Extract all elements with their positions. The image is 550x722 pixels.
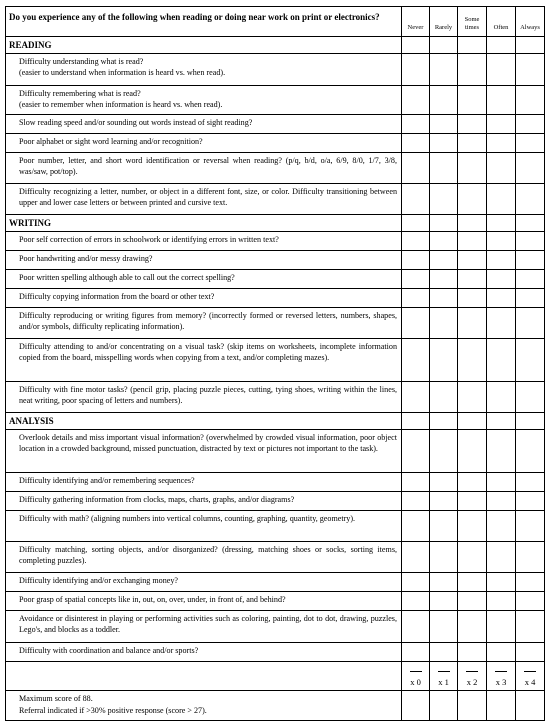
- answer-cell-often[interactable]: [487, 289, 516, 308]
- answer-cell-always[interactable]: [516, 339, 545, 382]
- answer-cell-often[interactable]: [487, 592, 516, 611]
- freq-always: Always: [516, 7, 545, 37]
- section-row-analysis: [6, 413, 545, 430]
- question-text: [6, 153, 402, 184]
- answer-cell-sometimes[interactable]: [458, 251, 487, 270]
- question-row: [6, 542, 545, 573]
- answer-cell-sometimes[interactable]: [458, 232, 487, 251]
- question-row: [6, 251, 545, 270]
- answer-cell-sometimes[interactable]: [458, 592, 487, 611]
- question-line: Difficulty copying information from the board or other text?: [19, 291, 215, 301]
- answer-cell-rarely[interactable]: [430, 308, 458, 339]
- question-row: [6, 115, 545, 134]
- question-row: [6, 573, 545, 592]
- answer-cell-often[interactable]: [487, 573, 516, 592]
- multiplier-label: x 1: [438, 677, 449, 687]
- question-row: [6, 492, 545, 511]
- header-question: Do you experience any of the following when reading or doing near work on print or electronics?: [6, 7, 402, 37]
- answer-cell-rarely[interactable]: [430, 115, 458, 134]
- answer-cell-always[interactable]: [516, 430, 545, 473]
- answer-cell-sometimes[interactable]: [458, 643, 487, 662]
- question-line: Difficulty reproducing or writing figures from memory? (incorrectly formed or reversed letters, numbers, shapes, and/or symbols, difficulty replicating information).: [19, 310, 397, 332]
- section-blank-cell: [458, 37, 487, 54]
- question-text: [6, 643, 402, 662]
- question-line: Poor written spelling although able to call out the correct spelling?: [19, 272, 235, 282]
- question-text: [6, 184, 402, 215]
- question-line: Difficulty gathering information from clocks, maps, charts, graphs, and/or diagrams?: [19, 494, 295, 504]
- question-text: [6, 289, 402, 308]
- answer-cell-never[interactable]: [402, 592, 430, 611]
- question-text: [6, 115, 402, 134]
- answer-cell-always[interactable]: [516, 115, 545, 134]
- section-blank-cell: [458, 215, 487, 232]
- multiplier-label: x 3: [495, 677, 507, 687]
- answer-cell-always[interactable]: [516, 492, 545, 511]
- total-cell[interactable]: [402, 691, 430, 721]
- answer-cell-rarely[interactable]: [430, 251, 458, 270]
- answer-cell-always[interactable]: [516, 473, 545, 492]
- answer-cell-never[interactable]: [402, 134, 430, 153]
- multiplier-cell: [487, 662, 516, 691]
- answer-cell-often[interactable]: [487, 492, 516, 511]
- multiplier-cell: [458, 662, 487, 691]
- answer-cell-rarely[interactable]: [430, 473, 458, 492]
- multiplier-blank: [6, 662, 402, 691]
- answer-cell-always[interactable]: [516, 511, 545, 542]
- answer-cell-sometimes[interactable]: [458, 511, 487, 542]
- answer-cell-never[interactable]: [402, 511, 430, 542]
- answer-cell-rarely[interactable]: [430, 270, 458, 289]
- answer-cell-often[interactable]: [487, 86, 516, 115]
- question-row: [6, 308, 545, 339]
- answer-cell-sometimes[interactable]: [458, 289, 487, 308]
- question-row: [6, 134, 545, 153]
- section-blank-cell: [516, 215, 545, 232]
- answer-cell-sometimes[interactable]: [458, 611, 487, 643]
- question-line: Poor number, letter, and short word identification or reversal when reading? (p/q, b/d, o/a, 6/9, 8/0, 1/7, 3/8, was/saw, pot/top).: [19, 155, 397, 177]
- answer-cell-rarely[interactable]: [430, 511, 458, 542]
- answer-cell-often[interactable]: [487, 339, 516, 382]
- answer-cell-often[interactable]: [487, 270, 516, 289]
- answer-cell-sometimes[interactable]: [458, 54, 487, 86]
- question-row: [6, 54, 545, 86]
- question-text: [6, 308, 402, 339]
- section-title: READING: [6, 37, 402, 54]
- question-line: Difficulty identifying and/or exchanging money?: [19, 575, 178, 585]
- multiplier-cell: [430, 662, 458, 691]
- answer-cell-often[interactable]: [487, 54, 516, 86]
- question-line: Difficulty with fine motor tasks? (pencil grip, placing puzzle pieces, cutting, tying shoes, writing within the lines, neat writing, poor spacing of letters and numbers).: [19, 384, 397, 406]
- answer-cell-often[interactable]: [487, 153, 516, 184]
- answer-cell-never[interactable]: [402, 430, 430, 473]
- section-blank-cell: [402, 413, 430, 430]
- multiplier-label: x 2: [466, 677, 478, 687]
- question-row: [6, 86, 545, 115]
- answer-cell-sometimes[interactable]: [458, 184, 487, 215]
- section-blank-cell: [487, 413, 516, 430]
- answer-cell-sometimes[interactable]: [458, 382, 487, 413]
- answer-cell-never[interactable]: [402, 54, 430, 86]
- answer-cell-never[interactable]: [402, 289, 430, 308]
- multiplier-label: x 0: [410, 677, 421, 687]
- question-row: [6, 382, 545, 413]
- question-row: [6, 592, 545, 611]
- question-line: Poor alphabet or sight word learning and/or recognition?: [19, 136, 203, 146]
- header-row: [6, 7, 545, 37]
- section-blank-cell: [487, 37, 516, 54]
- answer-cell-always[interactable]: [516, 86, 545, 115]
- question-text: [6, 270, 402, 289]
- total-cell[interactable]: [458, 691, 487, 721]
- answer-cell-never[interactable]: [402, 382, 430, 413]
- referral-note: Referral indicated if >30% positive response (score > 27).: [19, 705, 207, 715]
- footer-row: [6, 691, 545, 721]
- answer-cell-often[interactable]: [487, 232, 516, 251]
- score-line: [495, 671, 507, 674]
- question-text: [6, 134, 402, 153]
- answer-cell-often[interactable]: [487, 542, 516, 573]
- answer-cell-often[interactable]: [487, 115, 516, 134]
- question-row: [6, 643, 545, 662]
- question-text: [6, 430, 402, 473]
- footer-note: [6, 691, 402, 721]
- answer-cell-rarely[interactable]: [430, 430, 458, 473]
- answer-cell-sometimes[interactable]: [458, 86, 487, 115]
- question-row: [6, 289, 545, 308]
- answer-cell-always[interactable]: [516, 573, 545, 592]
- section-blank-cell: [430, 37, 458, 54]
- question-line: Difficulty attending to and/or concentrating on a visual task? (skip items on worksheets, incomplete information copied from the board, misspelling words when copying from a text, and/or completing mazes).: [19, 341, 397, 363]
- multiplier-row: [6, 662, 545, 691]
- section-blank-cell: [430, 215, 458, 232]
- freq-often: Often: [487, 7, 516, 37]
- answer-cell-rarely[interactable]: [430, 382, 458, 413]
- answer-cell-never[interactable]: [402, 153, 430, 184]
- multiplier-cell: [402, 662, 430, 691]
- answer-cell-never[interactable]: [402, 115, 430, 134]
- answer-cell-sometimes[interactable]: [458, 573, 487, 592]
- max-score-note: Maximum score of 88.: [19, 694, 93, 703]
- question-text: [6, 339, 402, 382]
- answer-cell-never[interactable]: [402, 643, 430, 662]
- answer-cell-often[interactable]: [487, 643, 516, 662]
- answer-cell-rarely[interactable]: [430, 289, 458, 308]
- answer-cell-rarely[interactable]: [430, 492, 458, 511]
- answer-cell-always[interactable]: [516, 184, 545, 215]
- questionnaire-sheet: [5, 6, 544, 721]
- answer-cell-often[interactable]: [487, 184, 516, 215]
- question-text: [6, 86, 402, 115]
- answer-cell-never[interactable]: [402, 251, 430, 270]
- answer-cell-never[interactable]: [402, 339, 430, 382]
- answer-cell-always[interactable]: [516, 643, 545, 662]
- score-line: [438, 671, 450, 674]
- question-text: [6, 611, 402, 643]
- multiplier-cell: [516, 662, 545, 691]
- section-row-reading: [6, 37, 545, 54]
- freq-never: Never: [402, 7, 430, 37]
- question-text: [6, 492, 402, 511]
- question-line: Overlook details and miss important visual information? (overwhelmed by crowded visual information, poor object location in a crowded background, missed punctuation, distracted by text or pictures not important to the task).: [19, 432, 397, 454]
- answer-cell-never[interactable]: [402, 232, 430, 251]
- answer-cell-never[interactable]: [402, 492, 430, 511]
- answer-cell-sometimes[interactable]: [458, 270, 487, 289]
- answer-cell-often[interactable]: [487, 134, 516, 153]
- question-row: [6, 339, 545, 382]
- answer-cell-rarely[interactable]: [430, 611, 458, 643]
- answer-cell-rarely[interactable]: [430, 643, 458, 662]
- total-cell[interactable]: [487, 691, 516, 721]
- question-text: [6, 232, 402, 251]
- section-title: WRITING: [6, 215, 402, 232]
- question-line: Difficulty recognizing a letter, number, or object in a different font, size, or color. Difficulty transitioning between upper and lower case letters or between printed and cursive text.: [19, 186, 397, 208]
- answer-cell-always[interactable]: [516, 153, 545, 184]
- answer-cell-always[interactable]: [516, 308, 545, 339]
- question-line: Difficulty matching, sorting objects, and/or disorganized? (dressing, matching shoes or socks, sorting items, completing puzzles).: [19, 544, 397, 566]
- section-blank-cell: [402, 37, 430, 54]
- question-text: [6, 54, 402, 86]
- answer-cell-often[interactable]: [487, 473, 516, 492]
- question-text: [6, 473, 402, 492]
- question-line: Difficulty understanding what is read?: [19, 56, 144, 66]
- question-row: [6, 511, 545, 542]
- questionnaire-table: [5, 6, 545, 721]
- question-line: Poor grasp of spatial concepts like in, out, on, over, under, in front of, and behind?: [19, 594, 286, 604]
- answer-cell-rarely[interactable]: [430, 54, 458, 86]
- section-blank-cell: [430, 413, 458, 430]
- answer-cell-never[interactable]: [402, 473, 430, 492]
- answer-cell-sometimes[interactable]: [458, 473, 487, 492]
- answer-cell-sometimes[interactable]: [458, 308, 487, 339]
- answer-cell-always[interactable]: [516, 289, 545, 308]
- freq-rarely: Rarely: [430, 7, 458, 37]
- section-title: ANALYSIS: [6, 413, 402, 430]
- question-row: [6, 611, 545, 643]
- question-row: [6, 153, 545, 184]
- answer-cell-sometimes[interactable]: [458, 339, 487, 382]
- answer-cell-rarely[interactable]: [430, 232, 458, 251]
- question-text: [6, 573, 402, 592]
- answer-cell-often[interactable]: [487, 511, 516, 542]
- section-blank-cell: [402, 215, 430, 232]
- question-line: Poor handwriting and/or messy drawing?: [19, 253, 153, 263]
- answer-cell-often[interactable]: [487, 611, 516, 643]
- question-line: Difficulty with math? (aligning numbers into vertical columns, counting, graphing, quantity, geometry).: [19, 513, 356, 523]
- answer-cell-rarely[interactable]: [430, 542, 458, 573]
- section-blank-cell: [516, 37, 545, 54]
- answer-cell-always[interactable]: [516, 542, 545, 573]
- question-line: Slow reading speed and/or sounding out words instead of sight reading?: [19, 117, 253, 127]
- answer-cell-sometimes[interactable]: [458, 430, 487, 473]
- answer-cell-sometimes[interactable]: [458, 134, 487, 153]
- answer-cell-never[interactable]: [402, 270, 430, 289]
- freq-sometimes: Some times: [458, 7, 487, 37]
- answer-cell-rarely[interactable]: [430, 339, 458, 382]
- section-row-writing: [6, 215, 545, 232]
- question-text: [6, 542, 402, 573]
- multiplier-label: x 4: [524, 677, 536, 687]
- answer-cell-rarely[interactable]: [430, 134, 458, 153]
- total-cell[interactable]: [430, 691, 458, 721]
- question-line: Difficulty with coordination and balance and/or sports?: [19, 645, 199, 655]
- answer-cell-rarely[interactable]: [430, 153, 458, 184]
- question-row: [6, 270, 545, 289]
- answer-cell-rarely[interactable]: [430, 86, 458, 115]
- answer-cell-never[interactable]: [402, 184, 430, 215]
- question-line: Difficulty identifying and/or remembering sequences?: [19, 475, 195, 485]
- question-row: [6, 473, 545, 492]
- answer-cell-rarely[interactable]: [430, 592, 458, 611]
- answer-cell-often[interactable]: [487, 308, 516, 339]
- question-text: [6, 251, 402, 270]
- score-line: [466, 671, 478, 674]
- question-line: (easier to understand when information is heard vs. when read).: [19, 68, 226, 78]
- answer-cell-always[interactable]: [516, 54, 545, 86]
- answer-cell-always[interactable]: [516, 592, 545, 611]
- answer-cell-always[interactable]: [516, 232, 545, 251]
- answer-cell-rarely[interactable]: [430, 184, 458, 215]
- answer-cell-rarely[interactable]: [430, 573, 458, 592]
- question-row: [6, 232, 545, 251]
- answer-cell-never[interactable]: [402, 308, 430, 339]
- answer-cell-always[interactable]: [516, 382, 545, 413]
- answer-cell-always[interactable]: [516, 270, 545, 289]
- question-text: [6, 511, 402, 542]
- section-blank-cell: [487, 215, 516, 232]
- answer-cell-sometimes[interactable]: [458, 542, 487, 573]
- total-cell[interactable]: [516, 691, 545, 721]
- question-row: [6, 430, 545, 473]
- answer-cell-sometimes[interactable]: [458, 492, 487, 511]
- answer-cell-often[interactable]: [487, 251, 516, 270]
- question-line: (easier to remember when information is heard vs. when read).: [19, 100, 223, 110]
- question-text: [6, 382, 402, 413]
- answer-cell-often[interactable]: [487, 430, 516, 473]
- answer-cell-often[interactable]: [487, 382, 516, 413]
- question-text: [6, 592, 402, 611]
- answer-cell-always[interactable]: [516, 251, 545, 270]
- score-line: [524, 671, 536, 674]
- answer-cell-always[interactable]: [516, 134, 545, 153]
- question-row: [6, 184, 545, 215]
- answer-cell-sometimes[interactable]: [458, 115, 487, 134]
- answer-cell-never[interactable]: [402, 542, 430, 573]
- score-line: [410, 671, 422, 674]
- answer-cell-never[interactable]: [402, 611, 430, 643]
- section-blank-cell: [516, 413, 545, 430]
- answer-cell-never[interactable]: [402, 86, 430, 115]
- section-blank-cell: [458, 413, 487, 430]
- question-line: Poor self correction of errors in schoolwork or identifying errors in written text?: [19, 234, 279, 244]
- question-line: Avoidance or disinterest in playing or performing activities such as coloring, painting, dot to dot, drawing, puzzles, Lego's, and blocks as a toddler.: [19, 613, 397, 635]
- answer-cell-never[interactable]: [402, 573, 430, 592]
- answer-cell-always[interactable]: [516, 611, 545, 643]
- question-line: Difficulty remembering what is read?: [19, 88, 141, 98]
- answer-cell-sometimes[interactable]: [458, 153, 487, 184]
